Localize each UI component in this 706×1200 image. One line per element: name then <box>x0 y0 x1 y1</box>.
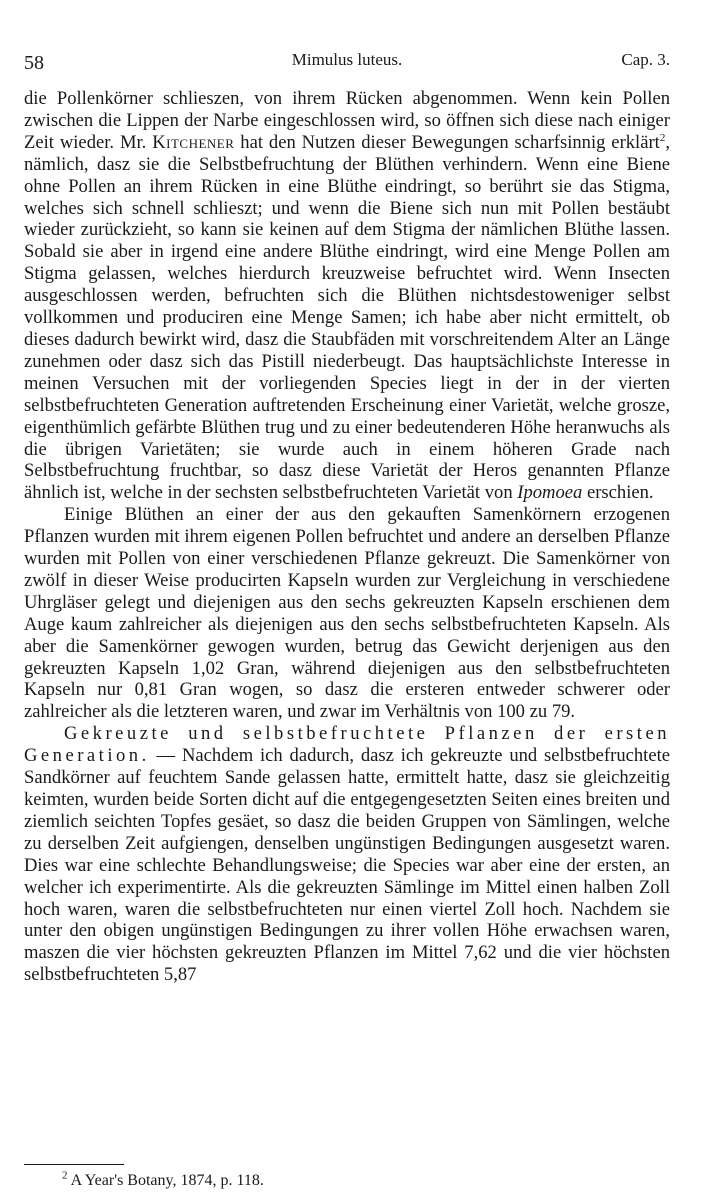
text-run: hat den Nutzen dieser Bewegungen scharfsinnig erklärt <box>234 131 660 153</box>
paragraph <box>24 88 670 504</box>
running-title: Mimulus luteus. <box>291 50 403 69</box>
footnote-text: A Year's Botany, 1874, p. 118. <box>70 1172 264 1189</box>
text-run: die Pollenkörner schlieszen, von ihrem Rücken abgenommen. Wenn kein Pollen zwischen die Lippen der Narbe eingeschlossen wird, so öffnen sich diese nach einiger Zeit wieder. Mr. <box>24 88 670 153</box>
chapter-label: Cap. 3. <box>621 50 670 69</box>
text-run: Einige Blüthen an einer der aus den gekauften Samenkörnern erzogenen Pflanzen wurden mit ihrem eigenen Pollen befruchtet und andere an derselben Pflanze wurden mit Pollen von einer verschiedenen Pflanze gekreuzt. Die Samenkörner von zwölf in dieser Weise producirten Kapseln wurden zur Vergleichung in verschiedene Uhrgläser gelegt und diejenigen aus den sechs gekreuzten Kapseln erschienen dem Auge kaum zahlreicher als diejenigen aus den sechs selbstbefruchteten Kapseln. Als aber die Samenkörner gewogen wurden, betrug das Gewicht derjenigen aus den gekreuzten Kapseln 1,02 Gran, während diejenigen aus den selbstbefruchteten Kapseln nur 0,81 Gran wogen, so dasz die ersteren entweder schwerer oder zahlreicher als die letzteren waren, und zwar im Verhältnis von 100 zu 79. <box>24 504 670 723</box>
paragraph <box>24 504 670 723</box>
body-text <box>24 88 670 986</box>
paragraph <box>24 723 670 986</box>
footnote-marker: 2 <box>62 1169 68 1182</box>
text-run: , nämlich, dasz sie die Selbstbefruchtung der Blüthen verhindern. Wenn eine Biene ohne Pollen an ihrem Rücken in eine Blüthe eindringt, so berührt sie das Stigma, welches sich schnell schlieszt; und wenn die Biene sich nun mit Pollen bestäubt wieder zurückzieht, so kann sie keinen auf dem Stigma der nämlichen Blüthe lassen. Sobald sie aber in irgend eine andere Blüthe eindringt, wird eine Menge Pollen am Stigma gelassen, welches hierdurch kreuzweise befruchtet wird. Wenn Insecten ausgeschlossen werden, befruchten sich die Blüthen nichtsdestoweniger selbst vollkommen und produciren eine Menge Samen; ich habe aber nicht ermittelt, ob dieses dadurch bewirkt wird, dasz die Staubfäden mit vorschreitendem Alter an Länge zunehmen oder dasz sich das Pistill niederbeugt. Das hauptsächlichste Interesse in meinen Versuchen mit der vorliegenden Species liegt in der in der vierten selbstbefruchteten Generation auftretenden Erscheinung einer Varietät, welche grosze, eigenthümlich gefärbte Blüthen trug und zu einer bedeutenderen Höhe heranwuchs als die übrigen Varietäten; sie wurde auch in einem höheren Grade nach Selbstbefruchtung fruchtbar, so dasz diese Varietät der Heros genannten Pflanze ähnlich ist, welche in der sechsten selbstbefruchteten Varietät von <box>24 131 670 504</box>
page-header <box>24 50 670 78</box>
footnote-reference: 2 <box>659 131 666 144</box>
small-caps-name: Kitchener <box>152 131 235 153</box>
page-number: 58 <box>24 52 44 74</box>
text-run: erschien. <box>582 482 654 504</box>
section-heading: Gekreuzte und selbstbefruchtete Pflanzen der ersten Generation. <box>24 723 670 767</box>
footnote <box>62 1169 264 1190</box>
italic-text: Ipomoea <box>517 482 583 504</box>
footnote-rule <box>24 1164 124 1165</box>
text-run: — Nachdem ich dadurch, dasz ich gekreuzte und selbstbefruchtete Sandkörner auf feuchtem Sande gelassen hatte, ermittelt hatte, dasz sie gleichzeitig keimten, wurden beide Sorten dicht auf die entgegengesetzten Seiten eines breiten und ziemlich seichten Topfes gesäet, so dasz die beiden Gruppen von Sämlingen, welche zu derselben Zeit aufgiengen, denselben ungünstigen Bedingungen ausgesetzt waren. Dies war eine schlechte Behandlungsweise; die Species war aber eine der ersten, an welcher ich experimentirte. Als die gekreuzten Sämlinge im Mittel einen halben Zoll hoch waren, waren die selbstbefruchteten nur einen viertel Zoll hoch. Nachdem sie unter den obigen ungünstigen Bedingungen zu ihrer vollen Höhe erwachsen waren, maszen die vier höchsten gekreuzten Pflanzen im Mittel 7,62 und die vier höchsten selbstbefruchteten 5,87 <box>24 745 670 986</box>
